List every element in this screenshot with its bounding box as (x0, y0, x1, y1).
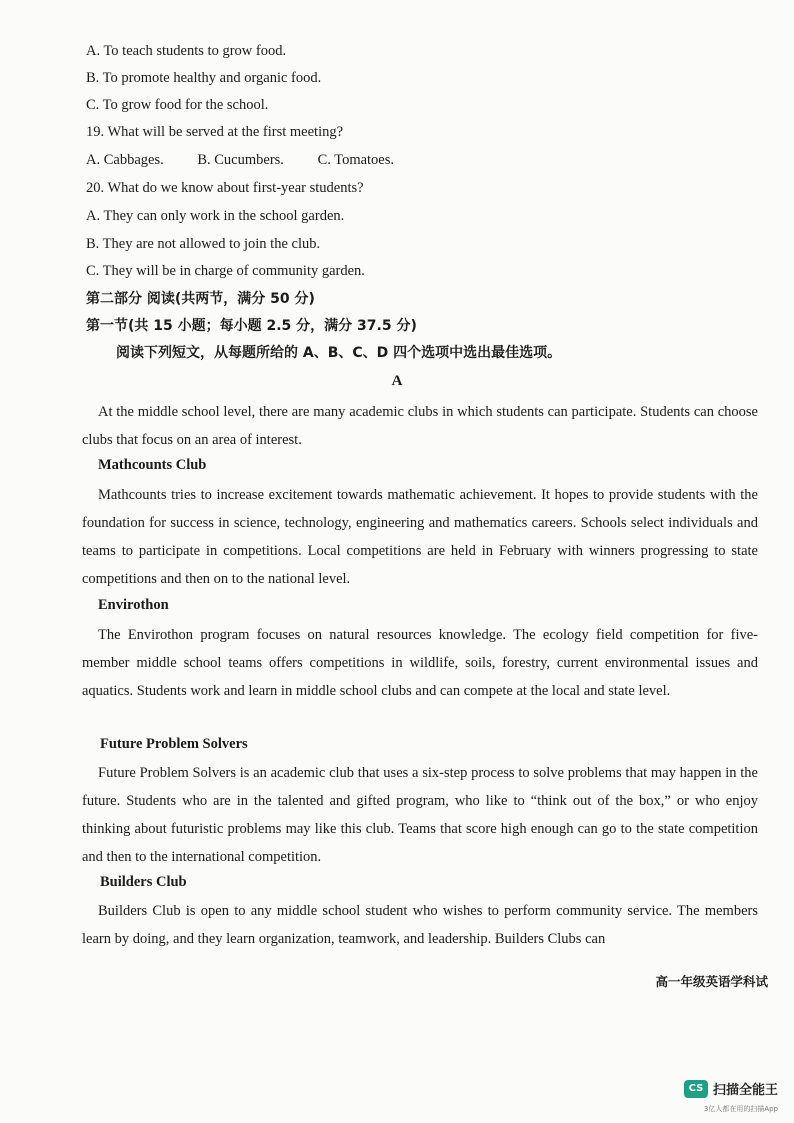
club-text-builders: Builders Club is open to any middle school student who wishes to perform community service. The members learn by doing, and they learn organization, teamwork, and leadership. Builders Clubs can (82, 903, 758, 947)
q20-question: 20. What do we know about first-year students? (86, 180, 364, 196)
passage-label: A (391, 373, 403, 389)
q20-option-c: C. They will be in charge of community garden. (86, 263, 365, 279)
club-text-envirothon: The Envirothon program focuses on natural resources knowledge. The ecology field competition for five-member middle school teams offers competitions in wildlife, soils, forestry, current environmental issues and aquatics. Students work and learn in middle school clubs and can compete at the local and state level. (82, 627, 758, 699)
q18-option-b: B. To promote healthy and organic food. (86, 70, 322, 86)
page-footer: 高一年级英语学科试 (655, 974, 768, 989)
section1-title: 第一节(共 15 小题；每小题 2.5 分，满分 37.5 分) (86, 318, 417, 334)
club-heading-builders: Builders Club (100, 874, 187, 890)
reading-instruction: 阅读下列短文，从每题所给的 A、B、C、D 四个选项中选出最佳选项。 (116, 345, 562, 361)
q20-option-a: A. They can only work in the school garden. (86, 208, 345, 224)
q18-option-a: A. To teach students to grow food. (86, 43, 287, 59)
q18-option-c: C. To grow food for the school. (86, 97, 269, 113)
club-heading-envirothon: Envirothon (98, 597, 169, 613)
camscanner-logo-icon: CS (684, 1080, 708, 1098)
part2-title: 第二部分 阅读(共两节，满分 50 分) (86, 291, 315, 307)
q20-option-b: B. They are not allowed to join the club. (86, 236, 321, 252)
passage-intro: At the middle school level, there are many academic clubs in which students can participate. Students can choose clubs that focus on an area of interest. (82, 404, 758, 448)
club-heading-mathcounts: Mathcounts Club (98, 457, 207, 473)
club-text-mathcounts: Mathcounts tries to increase excitement towards mathematic achievement. It hopes to provide students with the foundation for success in science, technology, engineering and mathematics careers. Schools select individuals and teams to participate in competitions. Local competitions are held in February with winners progressing to state competitions and then on to the national level. (82, 487, 758, 587)
q19-option-b: B. Cucumbers. (197, 152, 284, 168)
q19-question: 19. What will be served at the first meeting? (86, 124, 344, 140)
q19-option-a: A. Cabbages. (86, 152, 164, 168)
club-text-future-problem-solvers: Future Problem Solvers is an academic club that uses a six-step process to solve problems that may happen in the future. Students who are in the talented and gifted program, who like to “think out of the box,” or who enjoy thinking about futuristic problems may like this club. Teams that score high enough can go to the state competition and then to the international competition. (82, 765, 758, 865)
club-heading-future-problem-solvers: Future Problem Solvers (100, 736, 248, 752)
scanner-watermark (684, 1079, 778, 1098)
q19-options (86, 151, 424, 169)
scanner-name: 扫描全能王 (712, 1083, 778, 1098)
q19-option-c: C. Tomatoes. (317, 152, 395, 168)
scanner-tagline: 3亿人都在用的扫描App (703, 1105, 778, 1113)
